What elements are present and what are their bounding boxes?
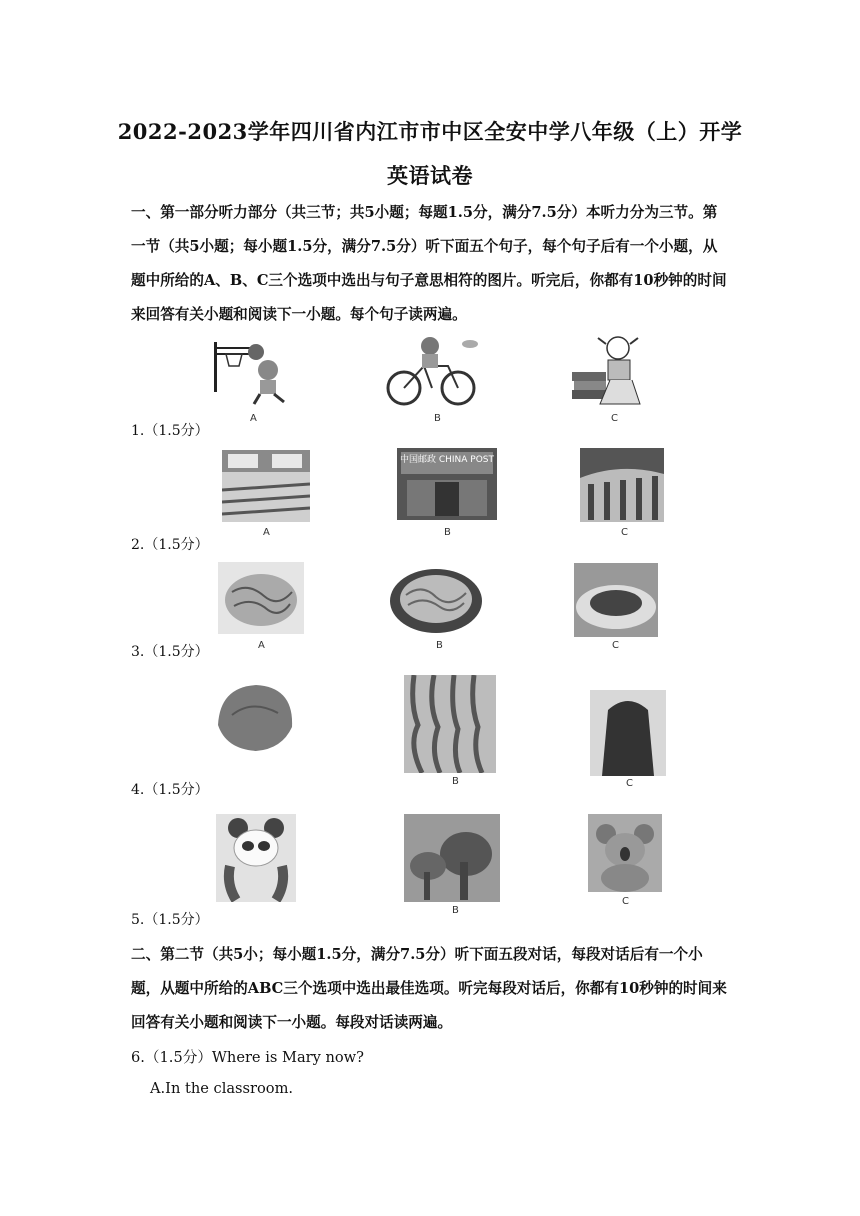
question-1-label: 1.（1.5分） — [131, 423, 209, 439]
question-6-option-a[interactable]: A.In the classroom. — [150, 1080, 294, 1097]
short-hair-picture — [212, 675, 298, 775]
elephants-picture — [404, 814, 500, 902]
option-letter: B — [452, 776, 459, 787]
option-letter: B — [444, 527, 451, 538]
girl-books-picture — [570, 334, 654, 410]
china-post-office-picture — [397, 448, 497, 520]
option-letter: A — [258, 640, 265, 651]
question-6-label: 6.（1.5分）Where is Mary now? — [131, 1049, 365, 1066]
question-4-label: 4.（1.5分） — [131, 782, 209, 798]
noodles-pile-picture — [218, 562, 304, 634]
long-straight-hair-picture — [590, 690, 666, 776]
option-letter: B — [452, 905, 459, 916]
option-letter: C — [612, 640, 619, 651]
classroom-picture — [222, 450, 310, 522]
koala-picture — [588, 814, 662, 892]
exam-title-line-1: 2022-2023学年四川省内江市市中区全安中学八年级（上）开学 — [117, 119, 743, 144]
option-letter: C — [622, 896, 629, 907]
boy-basketball-picture — [212, 336, 296, 408]
noodle-bowl-picture — [386, 565, 486, 637]
question-3-label: 3.（1.5分） — [131, 644, 209, 660]
option-letter: B — [434, 413, 441, 424]
option-letter: A — [250, 413, 257, 424]
meat-plate-picture — [574, 563, 658, 637]
section-1-instructions: 一、第一部分听力部分（共三节；共5小题；每题1.5分，满分7.5分）本听力分为三节。第一节（共5小题；每小题1.5分，满分7.5分）听下面五个句子，每个句子后有一个小题，从题中所给的A、B、C三个选项中选出与句子意思相符的图片。听完后，你都有10秒钟的时间来回答有关小题和阅读下一小题。每个句子读两遍。 — [131, 204, 727, 323]
option-letter: C — [626, 778, 633, 789]
post-office-sign: 中国邮政 CHINA POST — [399, 455, 495, 465]
bank-building-picture — [580, 448, 664, 522]
question-5-label: 5.（1.5分） — [131, 912, 209, 928]
section-2-instructions: 二、第二节（共5小；每小题1.5分，满分7.5分）听下面五段对话，每段对话后有一个小题，从题中所给的ABC三个选项中选出最佳选项。听完每段对话后，你都有10秒钟的时间来回答有关小题和阅读下一小题。每段对话读两遍。 — [131, 946, 727, 1031]
option-letter: C — [621, 527, 628, 538]
option-letter: B — [436, 640, 443, 651]
option-letter: A — [263, 527, 270, 538]
option-letter: C — [611, 413, 618, 424]
question-2-label: 2.（1.5分） — [131, 537, 209, 553]
long-curly-hair-picture — [404, 675, 496, 773]
boy-bicycle-picture — [384, 334, 484, 410]
exam-title-line-2: 英语试卷 — [387, 163, 473, 188]
panda-picture — [216, 814, 296, 902]
